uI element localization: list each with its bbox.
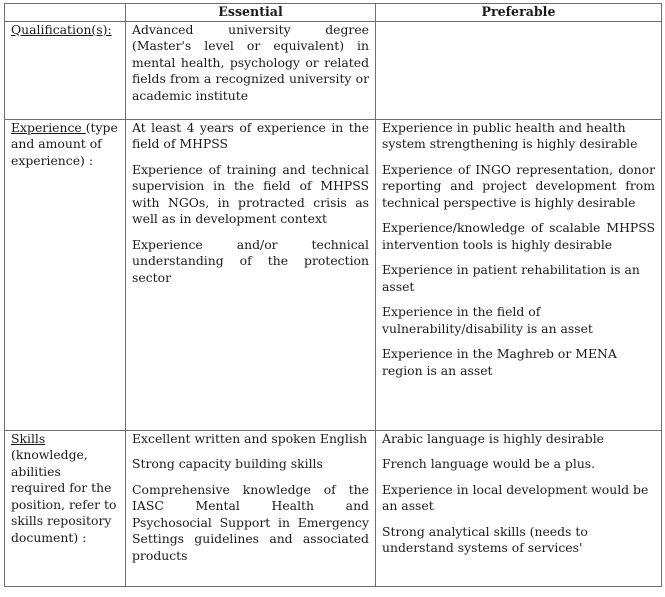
experience-preferable-item: Experience in the field of vulnerability/disability is an asset — [382, 304, 593, 336]
skills-preferable-item: Arabic language is highly desirable — [382, 430, 605, 446]
header-essential: Essential — [126, 4, 376, 22]
experience-essential-item: At least 4 years of experience in the field of MHPSS — [132, 119, 369, 151]
skills-label: Skills — [11, 430, 46, 446]
experience-preferable-item: Experience in public health and health system strengthening is highly desirable — [382, 119, 638, 151]
experience-preferable-item: Experience of INGO representation, donor reporting and project development from technical perspective is highly desirable — [382, 161, 655, 210]
experience-row — [5, 119, 662, 430]
experience-preferable-cell — [376, 119, 662, 430]
qualifications-label-cell — [5, 21, 126, 119]
skills-preferable-cell — [376, 430, 662, 586]
qualification-essential-item: Advanced university degree (Master's level or equivalent) in mental health, psychology or related fields from a recognized university or academic institute — [132, 21, 369, 103]
experience-label-detail: (type and amount of experience) : — [11, 119, 118, 168]
qualifications-essential-cell — [126, 21, 376, 119]
skills-preferable-item: Strong analytical skills (needs to understand systems of services' — [382, 523, 588, 555]
experience-essential-item: Experience and/or technical understanding of the protection sector — [132, 236, 369, 285]
skills-preferable-item: Experience in local development would be an asset — [382, 481, 649, 513]
skills-essential-item: Excellent written and spoken English — [132, 430, 368, 446]
qualifications-row — [5, 21, 662, 119]
experience-essential-cell — [126, 119, 376, 430]
skills-essential-item: Strong capacity building skills — [132, 456, 323, 471]
experience-preferable-item: Experience/knowledge of scalable MHPSS intervention tools is highly desirable — [382, 220, 655, 252]
experience-preferable-item: Experience in patient rehabilitation is an asset — [382, 262, 640, 294]
skills-essential-cell — [126, 430, 376, 586]
experience-label-cell — [5, 119, 126, 430]
skills-preferable-item: French language would be a plus. — [382, 456, 596, 471]
skills-row — [5, 430, 662, 586]
experience-essential-item: Experience of training and technical supervision in the field of MHPSS with NGOs, in protracted crisis as well as in development context — [132, 161, 369, 226]
qualifications-preferable-cell — [376, 21, 662, 119]
skills-essential-item: Comprehensive knowledge of the IASC Mental Health and Psychosocial Support in Emergency Settings guidelines and associated products — [132, 481, 369, 563]
experience-label: Experience — [11, 119, 86, 135]
skills-label-cell — [5, 430, 126, 586]
header-row — [5, 4, 662, 22]
header-blank — [5, 4, 126, 22]
requirements-table — [4, 3, 662, 587]
qualifications-label: Qualification(s): — [11, 21, 112, 37]
skills-label-detail: (knowledge, abilities required for the position, refer to skills repository document) : — [11, 447, 117, 545]
header-preferable: Preferable — [376, 4, 662, 22]
experience-preferable-item: Experience in the Maghreb or MENA region is an asset — [382, 346, 617, 378]
